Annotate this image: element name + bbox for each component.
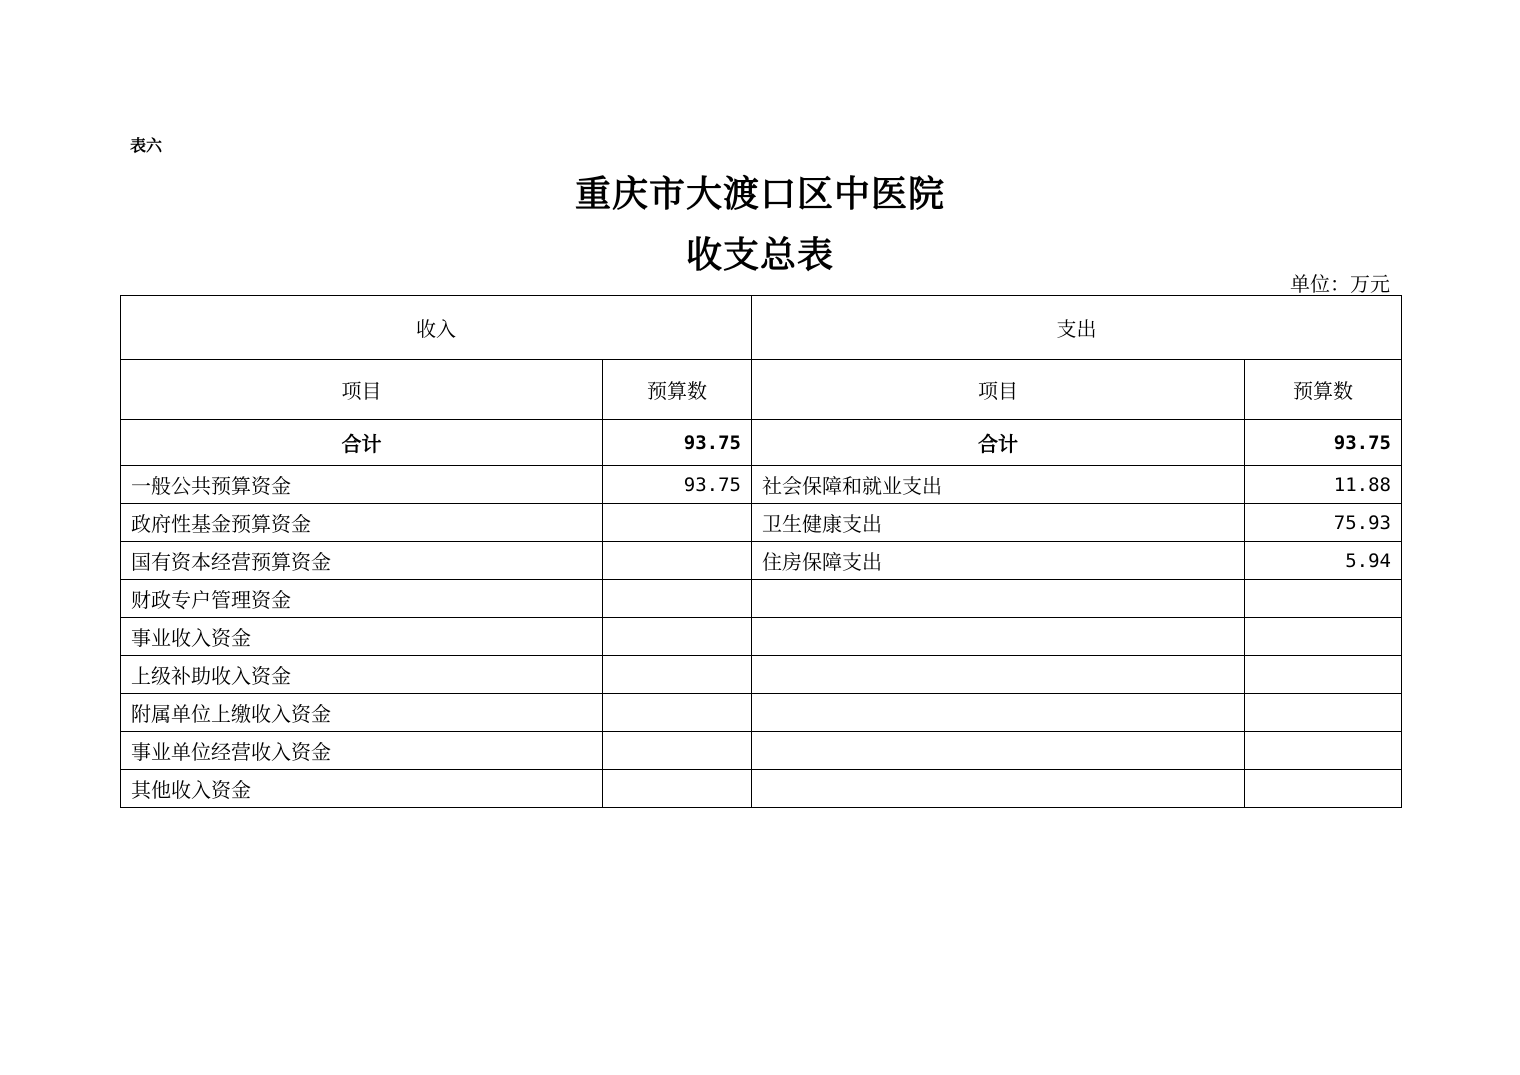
income-budget-header: 预算数 <box>603 360 752 420</box>
income-item-cell: 附属单位上缴收入资金 <box>121 694 603 732</box>
income-value-cell <box>603 770 752 808</box>
income-item-cell: 其他收入资金 <box>121 770 603 808</box>
income-item-cell: 事业收入资金 <box>121 618 603 656</box>
expense-value-cell <box>1245 618 1402 656</box>
table-row <box>121 542 1402 580</box>
income-value-cell <box>603 656 752 694</box>
expense-total-label: 合计 <box>752 420 1245 466</box>
income-total-value: 93.75 <box>603 420 752 466</box>
total-row <box>121 420 1402 466</box>
table-row <box>121 580 1402 618</box>
expense-item-cell <box>752 580 1245 618</box>
expense-item-cell <box>752 656 1245 694</box>
unit-label: 单位：万元 <box>1290 272 1390 296</box>
expense-value-cell <box>1245 694 1402 732</box>
income-expense-table <box>120 295 1402 808</box>
table-row <box>121 694 1402 732</box>
income-value-cell <box>603 580 752 618</box>
expense-item-cell: 住房保障支出 <box>752 542 1245 580</box>
column-header-row <box>121 360 1402 420</box>
table-row <box>121 504 1402 542</box>
expense-header: 支出 <box>752 296 1402 360</box>
expense-item-cell: 卫生健康支出 <box>752 504 1245 542</box>
expense-value-cell: 11.88 <box>1245 466 1402 504</box>
income-value-cell <box>603 542 752 580</box>
expense-value-cell <box>1245 656 1402 694</box>
document-subtitle: 收支总表 <box>685 235 834 276</box>
expense-value-cell: 5.94 <box>1245 542 1402 580</box>
income-item-header: 项目 <box>121 360 603 420</box>
expense-item-cell <box>752 618 1245 656</box>
income-value-cell <box>603 504 752 542</box>
income-item-cell: 国有资本经营预算资金 <box>121 542 603 580</box>
group-header-row <box>121 296 1402 360</box>
expense-item-cell <box>752 694 1245 732</box>
expense-item-cell <box>752 770 1245 808</box>
expense-value-cell <box>1245 580 1402 618</box>
income-value-cell <box>603 694 752 732</box>
income-item-cell: 一般公共预算资金 <box>121 466 603 504</box>
income-header: 收入 <box>121 296 752 360</box>
expense-value-cell <box>1245 770 1402 808</box>
expense-item-cell: 社会保障和就业支出 <box>752 466 1245 504</box>
income-value-cell <box>603 732 752 770</box>
expense-budget-header: 预算数 <box>1245 360 1402 420</box>
table-row <box>121 618 1402 656</box>
table-row <box>121 770 1402 808</box>
expense-value-cell <box>1245 732 1402 770</box>
income-value-cell: 93.75 <box>603 466 752 504</box>
expense-total-value: 93.75 <box>1245 420 1402 466</box>
table-row <box>121 466 1402 504</box>
expense-item-cell <box>752 732 1245 770</box>
table-row <box>121 656 1402 694</box>
income-item-cell: 政府性基金预算资金 <box>121 504 603 542</box>
income-item-cell: 上级补助收入资金 <box>121 656 603 694</box>
income-item-cell: 事业单位经营收入资金 <box>121 732 603 770</box>
table-row <box>121 732 1402 770</box>
table-label: 表六 <box>130 136 163 155</box>
income-value-cell <box>603 618 752 656</box>
expense-item-header: 项目 <box>752 360 1245 420</box>
income-total-label: 合计 <box>121 420 603 466</box>
document-title: 重庆市大渡口区中医院 <box>574 174 945 215</box>
expense-value-cell: 75.93 <box>1245 504 1402 542</box>
income-item-cell: 财政专户管理资金 <box>121 580 603 618</box>
